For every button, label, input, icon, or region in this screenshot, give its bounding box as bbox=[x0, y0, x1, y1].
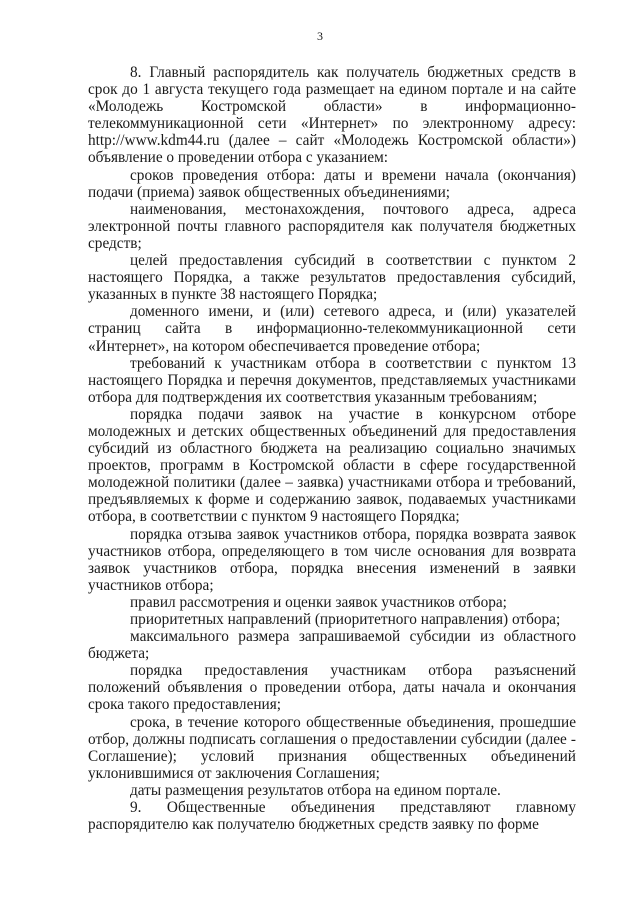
paragraph-item-9: 9. Общественные объединения представляют главному распорядителю как получателю бюджетных средств заявку по форме bbox=[88, 799, 576, 834]
paragraph-max-amount: максимального размера запрашиваемой субсидии из областного бюджета; bbox=[88, 628, 576, 663]
page-number: 3 bbox=[317, 29, 323, 43]
paragraph-evaluation-rules: правил рассмотрения и оценки заявок участников отбора; bbox=[130, 593, 507, 611]
paragraph-deadlines: сроков проведения отбора: даты и времени начала (окончания) подачи (приема) заявок общественных объединениями; bbox=[88, 166, 576, 201]
paragraph-agreement-term: срока, в течение которого общественные объединения, прошедшие отбор, должны подписать соглашения о предоставлении субсидии (далее - Соглашение); условий признания общественных объединений уклонившимися от заключения Соглашения; bbox=[88, 713, 576, 782]
body-text bbox=[88, 64, 576, 833]
paragraph-application-procedure: порядка подачи заявок на участие в конкурсном отборе молодежных и детских общественных объединений для предоставления субсидий из областного бюджета на реализацию социально значимых проектов, программ в Костромской области в сфере государственной молодежной политики (далее – заявка) участниками отбора и требований, предъявляемых к форме и содержанию заявок, подаваемых участниками отбора, в соответствии с пунктом 9 настоящего Порядка; bbox=[88, 405, 576, 526]
paragraph-results-date: даты размещения результатов отбора на едином портале. bbox=[130, 781, 501, 799]
paragraph-contacts: наименования, местонахождения, почтового адреса, адреса электронной почты главного распорядителя как получателя бюджетных средств; bbox=[88, 200, 576, 252]
paragraph-clarifications: порядка предоставления участникам отбора разъяснений положений объявления о проведении отбора, даты начала и окончания срока такого предоставления; bbox=[88, 662, 576, 714]
paragraph-withdrawal: порядка отзыва заявок участников отбора, порядка возврата заявок участников отбора, определяющего в том числе основания для возврата заявок участников отбора, порядка внесения изменений в заявки участников отбора; bbox=[88, 525, 576, 594]
paragraph-requirements: требований к участникам отбора в соответствии с пунктом 13 настоящего Порядка и перечня документов, представляемых участниками отбора для подтверждения их соответствия указанным требованиям; bbox=[88, 354, 576, 406]
paragraph-domain: доменного имени, и (или) сетевого адреса, и (или) указателей страниц сайта в информационно-телекоммуникационной сети «Интернет», на котором обеспечивается проведение отбора; bbox=[88, 303, 576, 355]
paragraph-item-8: 8. Главный распорядитель как получатель бюджетных средств в срок до 1 августа текущего года размещает на едином портале и на сайте «Молодежь Костромской области» в информационно-телекоммуникационной сети «Интернет» по электронному адресу: http://www.kdm44.ru (далее – сайт «Молодежь Костромской области») объявление о проведении отбора с указанием: bbox=[88, 64, 576, 167]
paragraph-goals: целей предоставления субсидий в соответствии с пунктом 2 настоящего Порядка, а также результатов предоставления субсидий, указанных в пункте 38 настоящего Порядка; bbox=[88, 252, 576, 304]
paragraph-priorities: приоритетных направлений (приоритетного направления) отбора; bbox=[130, 611, 561, 628]
